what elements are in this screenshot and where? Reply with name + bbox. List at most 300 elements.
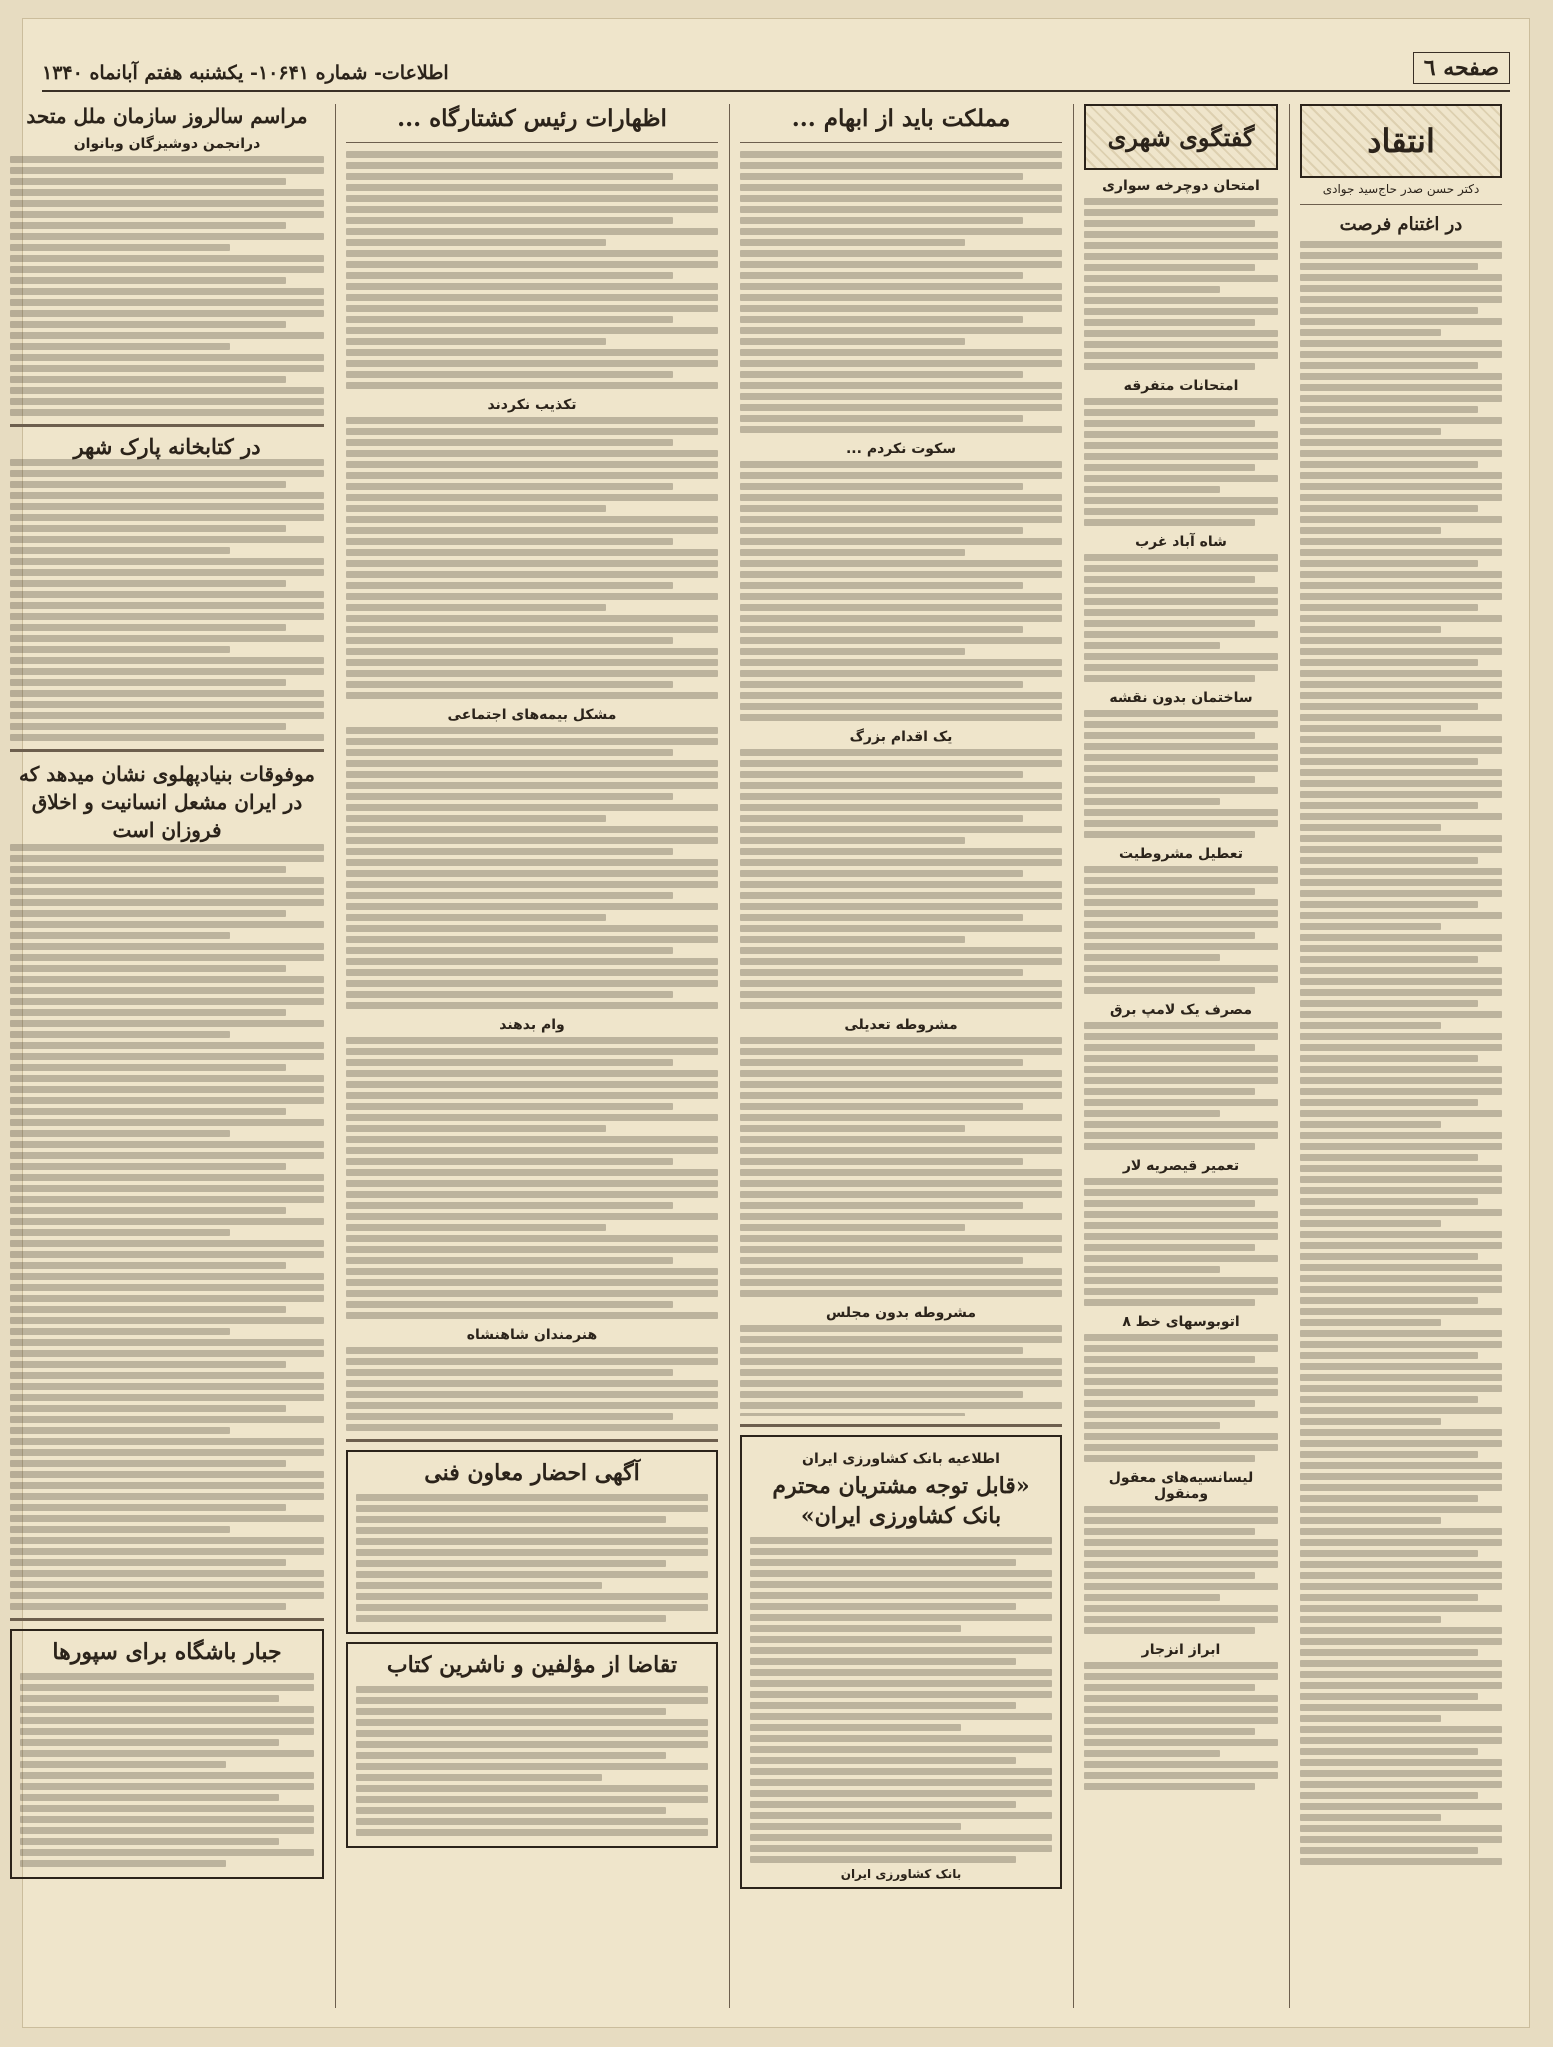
city-talk-text-line xyxy=(1084,242,1278,249)
editorial-text-line xyxy=(1300,1418,1441,1425)
city-talk-text-line xyxy=(1084,1334,1278,1341)
park-library-text-line xyxy=(10,602,324,609)
ad-authors-publishers-text-line xyxy=(356,1774,602,1781)
editorial-text-line xyxy=(1300,1242,1502,1249)
editorial-text-line xyxy=(1300,549,1502,556)
slaughterhouse-text-line xyxy=(346,1235,718,1242)
newspaper-page xyxy=(18,18,1530,2028)
editorial-text-line xyxy=(1300,417,1502,424)
politics-text-line xyxy=(740,804,1062,811)
slaughterhouse-text-line xyxy=(346,881,718,888)
slaughterhouse-text-line xyxy=(346,516,718,523)
un-ceremony-text-line xyxy=(10,244,230,251)
editorial-text-line xyxy=(1300,879,1502,886)
politics-text-line xyxy=(740,1279,1062,1286)
editorial-text-line xyxy=(1300,1165,1502,1172)
pahlavi-foundation-text-line xyxy=(10,1603,286,1610)
politics-subhead: مشروطه بدون مجلس xyxy=(825,1305,976,1321)
editorial-text-line xyxy=(1300,615,1502,622)
slaughterhouse-text-line xyxy=(346,826,718,833)
city-talk-text-line xyxy=(1084,1783,1255,1790)
park-library-text-line xyxy=(10,701,324,708)
pahlavi-foundation-text-line xyxy=(10,1174,324,1181)
city-talk-text-line xyxy=(1084,1444,1278,1451)
politics-text-line xyxy=(740,936,965,943)
slaughterhouse-text-line xyxy=(346,360,718,367)
politics-subhead: سکوت نکردم ... xyxy=(845,441,956,457)
slaughterhouse-text-line xyxy=(346,1092,718,1099)
city-talk-text-line xyxy=(1084,888,1255,895)
city-talk-text-line xyxy=(1084,1739,1278,1746)
ad-technical-deputy-title: آگهی احضار معاون فنی xyxy=(424,1460,640,1486)
politics-text-line xyxy=(740,1081,1062,1088)
ad-authors-publishers-text-line xyxy=(356,1829,708,1836)
editorial-headline: در اغتنام فرصت xyxy=(1339,214,1463,235)
editorial-text-line xyxy=(1300,901,1478,908)
politics-text-line xyxy=(740,848,1062,855)
editorial-text-line xyxy=(1300,703,1478,710)
ad-authors-publishers-text-line xyxy=(356,1807,666,1814)
politics-text-line xyxy=(740,371,1023,378)
bank-notice-text-line xyxy=(750,1592,1052,1599)
un-ceremony-text-line xyxy=(10,365,324,372)
slaughterhouse-text-line xyxy=(346,494,718,501)
city-talk-text-line xyxy=(1084,932,1255,939)
editorial-text-line xyxy=(1300,439,1502,446)
city-talk-text-line xyxy=(1084,1189,1278,1196)
city-talk-text-line xyxy=(1084,1367,1278,1374)
pahlavi-foundation-text-line xyxy=(10,855,324,862)
editorial-text-line xyxy=(1300,648,1502,655)
ad-authors-publishers-text-line xyxy=(356,1785,708,1792)
city-talk-section-title: تعمیر قیصریه لار xyxy=(1122,1158,1240,1174)
pahlavi-foundation-text-line xyxy=(10,1273,324,1280)
slaughterhouse-text-line xyxy=(346,1402,718,1409)
slaughterhouse-text-line xyxy=(346,991,673,998)
ad-technical-deputy-text-line xyxy=(356,1571,708,1578)
city-talk-text-line xyxy=(1084,820,1278,827)
city-talk-text-line xyxy=(1084,453,1278,460)
ad-sweepers-club-text-line xyxy=(20,1673,314,1680)
politics-text-line xyxy=(740,1402,1062,1409)
city-talk-section-title: لیسانسیه‌های معقول ومنقول xyxy=(1108,1470,1254,1502)
ad-technical-deputy-text-line xyxy=(356,1615,666,1622)
slaughterhouse-subhead: تکذیب نکردند xyxy=(487,397,577,413)
city-talk-text-line xyxy=(1084,275,1278,282)
bank-notice-text-line xyxy=(750,1801,1016,1808)
ad-technical-deputy-text-line xyxy=(356,1505,708,1512)
pahlavi-foundation-text-line xyxy=(10,976,324,983)
city-talk-text-line xyxy=(1084,1433,1278,1440)
slaughterhouse-text-line xyxy=(346,804,718,811)
politics-text-line xyxy=(740,162,1062,169)
ad-authors-publishers-text-line xyxy=(356,1730,708,1737)
city-talk-text-line xyxy=(1084,1673,1278,1680)
ad-sweepers-club xyxy=(10,1629,324,1879)
city-talk-text-line xyxy=(1084,620,1255,627)
editorial-text-line xyxy=(1300,263,1478,270)
slaughterhouse-text-line xyxy=(346,228,718,235)
slaughterhouse-text-line xyxy=(346,250,718,257)
editorial-text-line xyxy=(1300,923,1441,930)
pahlavi-foundation-text-line xyxy=(10,1262,286,1269)
editorial-text-line xyxy=(1300,1704,1502,1711)
bank-notice-text-line xyxy=(750,1614,1052,1621)
editorial-text-line xyxy=(1300,1330,1502,1337)
editorial-text-line xyxy=(1300,351,1502,358)
slaughterhouse-text-line xyxy=(346,1070,718,1077)
city-talk-text-line xyxy=(1084,1299,1255,1306)
editorial-text-line xyxy=(1300,1539,1502,1546)
city-talk-text-line xyxy=(1084,1506,1278,1513)
slaughterhouse-text-line xyxy=(346,1136,718,1143)
city-talk-text-line xyxy=(1084,1378,1278,1385)
un-ceremony-text-line xyxy=(10,277,286,284)
editorial-text-line xyxy=(1300,395,1502,402)
politics-text-line xyxy=(740,760,1062,767)
city-talk-text-line xyxy=(1084,765,1278,772)
city-talk-text-line xyxy=(1084,866,1278,873)
slaughterhouse-body xyxy=(346,151,718,1431)
politics-text-line xyxy=(740,1246,1062,1253)
editorial-text-line xyxy=(1300,1176,1502,1183)
editorial-text-line xyxy=(1300,593,1502,600)
politics-text-line xyxy=(740,316,1023,323)
editorial-text-line xyxy=(1300,692,1502,699)
editorial-text-line xyxy=(1300,1033,1502,1040)
slaughterhouse-text-line xyxy=(346,283,718,290)
editorial-text-line xyxy=(1300,1473,1502,1480)
slaughterhouse-text-line xyxy=(346,892,673,899)
column-editorial xyxy=(1292,104,1510,2008)
politics-text-line xyxy=(740,272,1023,279)
city-talk-text-line xyxy=(1084,209,1278,216)
city-talk-text-line xyxy=(1084,899,1278,906)
slaughterhouse-text-line xyxy=(346,1347,718,1354)
pahlavi-foundation-text-line xyxy=(10,1581,324,1588)
politics-text-line xyxy=(740,892,1062,899)
editorial-text-line xyxy=(1300,527,1441,534)
slaughterhouse-text-line xyxy=(346,371,673,378)
editorial-text-line xyxy=(1300,1121,1441,1128)
ad-technical-deputy-text-line xyxy=(356,1604,708,1611)
city-talk-text-line xyxy=(1084,664,1278,671)
politics-text-line xyxy=(740,393,1062,400)
bank-notice-text-line xyxy=(750,1856,1016,1863)
slaughterhouse-text-line xyxy=(346,527,718,534)
city-talk-section-title: اتوبوسهای خط ۸ xyxy=(1122,1314,1240,1330)
ad-sweepers-club-body xyxy=(20,1673,314,1867)
bank-notice-text-line xyxy=(750,1647,1052,1654)
ad-technical-deputy-text-line xyxy=(356,1516,666,1523)
city-talk-text-line xyxy=(1084,776,1255,783)
park-library-text-line xyxy=(10,525,286,532)
politics-text-line xyxy=(740,494,1062,501)
editorial-text-line xyxy=(1300,1077,1502,1084)
politics-text-line xyxy=(740,670,1062,677)
city-talk-body xyxy=(1084,178,1278,1790)
slaughterhouse-text-line xyxy=(346,604,606,611)
slaughterhouse-text-line xyxy=(346,316,673,323)
editorial-text-line xyxy=(1300,1781,1502,1788)
city-talk-text-line xyxy=(1084,1211,1278,1218)
editorial-text-line xyxy=(1300,1660,1502,1667)
politics-text-line xyxy=(740,1235,1062,1242)
city-talk-text-line xyxy=(1084,910,1278,917)
slaughterhouse-text-line xyxy=(346,1180,718,1187)
slaughterhouse-text-line xyxy=(346,1103,673,1110)
slaughterhouse-text-line xyxy=(346,294,718,301)
column-politics xyxy=(732,104,1070,2008)
editorial-text-line xyxy=(1300,989,1502,996)
politics-text-line xyxy=(740,1103,1023,1110)
editorial-text-line xyxy=(1300,1044,1502,1051)
editorial-text-line xyxy=(1300,1836,1502,1843)
park-library-text-line xyxy=(10,712,324,719)
city-talk-text-line xyxy=(1084,1561,1278,1568)
ad-authors-publishers-text-line xyxy=(356,1796,708,1803)
park-library-text-line xyxy=(10,481,286,488)
editorial-text-line xyxy=(1300,1583,1502,1590)
politics-text-line xyxy=(740,1325,1062,1332)
pahlavi-foundation-text-line xyxy=(10,1526,230,1533)
city-talk-text-line xyxy=(1084,631,1278,638)
pahlavi-foundation-text-line xyxy=(10,1251,324,1258)
editorial-text-line xyxy=(1300,340,1502,347)
slaughterhouse-text-line xyxy=(346,659,718,666)
pahlavi-foundation-text-line xyxy=(10,1152,324,1159)
editorial-text-line xyxy=(1300,1374,1502,1381)
politics-text-line xyxy=(740,516,1062,523)
politics-text-line xyxy=(740,239,965,246)
city-talk-text-line xyxy=(1084,1695,1278,1702)
editorial-text-line xyxy=(1300,1693,1478,1700)
ad-authors-publishers-body xyxy=(356,1686,708,1836)
slaughterhouse-text-line xyxy=(346,870,718,877)
bank-notice-text-line xyxy=(750,1691,1052,1698)
city-talk-text-line xyxy=(1084,598,1278,605)
politics-text-line xyxy=(740,1202,1023,1209)
pahlavi-foundation-text-line xyxy=(10,1460,286,1467)
politics-text-line xyxy=(740,571,1062,578)
editorial-text-line xyxy=(1300,1143,1502,1150)
editorial-text-line xyxy=(1300,1275,1502,1282)
slaughterhouse-text-line xyxy=(346,1413,673,1420)
city-talk-text-line xyxy=(1084,587,1278,594)
city-talk-text-line xyxy=(1084,1200,1255,1207)
politics-text-line xyxy=(740,815,1023,822)
politics-text-line xyxy=(740,1347,1023,1354)
pahlavi-foundation-text-line xyxy=(10,1185,324,1192)
politics-text-line xyxy=(740,782,1062,789)
city-talk-text-line xyxy=(1084,1066,1278,1073)
politics-subhead: یک اقدام بزرگ xyxy=(849,729,953,745)
editorial-text-line xyxy=(1300,1451,1478,1458)
city-talk-text-line xyxy=(1084,1400,1255,1407)
politics-text-line xyxy=(740,1413,965,1416)
editorial-text-line xyxy=(1300,791,1502,798)
pahlavi-foundation-text-line xyxy=(10,1009,286,1016)
slaughterhouse-text-line xyxy=(346,1312,718,1319)
editorial-text-line xyxy=(1300,538,1502,545)
page-header xyxy=(42,42,1510,92)
city-talk-section-title: ابراز انزجار xyxy=(1141,1642,1221,1658)
politics-text-line xyxy=(740,692,1062,699)
editorial-text-line xyxy=(1300,329,1441,336)
bank-notice-body xyxy=(750,1537,1052,1863)
bank-notice-text-line xyxy=(750,1537,1052,1544)
pahlavi-foundation-text-line xyxy=(10,877,324,884)
pahlavi-foundation-text-line xyxy=(10,1471,324,1478)
editorial-text-line xyxy=(1300,1154,1478,1161)
pahlavi-foundation-text-line xyxy=(10,844,324,851)
park-library-headline: در کتابخانه پارک شهر xyxy=(73,434,261,459)
editorial-text-line xyxy=(1300,1011,1502,1018)
politics-text-line xyxy=(740,947,1062,954)
city-talk-text-line xyxy=(1084,1728,1255,1735)
politics-text-line xyxy=(740,925,1062,932)
editorial-text-line xyxy=(1300,560,1478,567)
politics-text-line xyxy=(740,426,1062,433)
pahlavi-foundation-text-line xyxy=(10,1427,230,1434)
slaughterhouse-text-line xyxy=(346,450,718,457)
park-library-text-line xyxy=(10,657,324,664)
bank-notice-text-line xyxy=(750,1702,1016,1709)
editorial-text-line xyxy=(1300,1748,1478,1755)
editorial-body xyxy=(1300,241,1502,1865)
ad-sweepers-club-title: جبار باشگاه برای سپورها xyxy=(52,1639,282,1665)
slaughterhouse-text-line xyxy=(346,749,673,756)
politics-text-line xyxy=(740,1158,1023,1165)
city-talk-text-line xyxy=(1084,576,1255,583)
bank-notice-text-line xyxy=(750,1625,961,1632)
slaughterhouse-text-line xyxy=(346,571,718,578)
park-library-text-line xyxy=(10,470,324,477)
pahlavi-foundation-text-line xyxy=(10,1317,324,1324)
slaughterhouse-text-line xyxy=(346,382,718,389)
slaughterhouse-subhead: وام بدهند xyxy=(499,1017,565,1033)
ad-sweepers-club-text-line xyxy=(20,1761,226,1768)
un-ceremony-text-line xyxy=(10,398,324,405)
un-ceremony-subhead: درانجمن دوشیزگان وبانوان xyxy=(73,136,261,152)
ad-authors-publishers-text-line xyxy=(356,1763,708,1770)
city-talk-text-line xyxy=(1084,1706,1278,1713)
pahlavi-foundation-text-line xyxy=(10,1042,324,1049)
editorial-text-line xyxy=(1300,1308,1502,1315)
politics-text-line xyxy=(740,870,1023,877)
ad-sweepers-club-text-line xyxy=(20,1838,279,1845)
city-talk-text-line xyxy=(1084,1772,1278,1779)
un-ceremony-text-line xyxy=(10,200,324,207)
editorial-text-line xyxy=(1300,1605,1502,1612)
city-talk-text-line xyxy=(1084,1550,1278,1557)
city-talk-text-line xyxy=(1084,1411,1278,1418)
city-talk-text-line xyxy=(1084,231,1278,238)
bank-notice-text-line xyxy=(750,1834,1052,1841)
ad-technical-deputy-text-line xyxy=(356,1593,708,1600)
editorial-text-line xyxy=(1300,1671,1502,1678)
pahlavi-foundation-text-line xyxy=(10,1559,286,1566)
pahlavi-foundation-text-line xyxy=(10,1119,324,1126)
park-library-text-line xyxy=(10,679,286,686)
city-talk-text-line xyxy=(1084,308,1278,315)
bank-notice-text-line xyxy=(750,1713,1052,1720)
ad-authors-publishers-title: تقاضا از مؤلفین و ناشرین کتاب xyxy=(386,1652,678,1678)
bank-notice-text-line xyxy=(750,1812,1052,1819)
city-talk-text-line xyxy=(1084,352,1278,359)
slaughterhouse-text-line xyxy=(346,626,718,633)
pahlavi-foundation-text-line xyxy=(10,1141,324,1148)
politics-text-line xyxy=(740,305,1062,312)
pahlavi-foundation-text-line xyxy=(10,1493,324,1500)
editorial-text-line xyxy=(1300,868,1502,875)
editorial-text-line xyxy=(1300,285,1502,292)
pahlavi-foundation-headline: موفوقات بنیادپهلوی نشان میدهد که در ایران مشعل انسانیت و اخلاق فروزان است xyxy=(18,762,316,842)
politics-text-line xyxy=(740,1147,1062,1154)
slaughterhouse-text-line xyxy=(346,1125,606,1132)
editorial-text-line xyxy=(1300,1715,1441,1722)
pahlavi-foundation-text-line xyxy=(10,1504,286,1511)
ad-sweepers-club-text-line xyxy=(20,1706,314,1713)
bank-notice-text-line xyxy=(750,1603,1016,1610)
city-talk-text-line xyxy=(1084,330,1278,337)
city-talk-text-line xyxy=(1084,297,1278,304)
ad-authors-publishers xyxy=(346,1642,718,1848)
pahlavi-foundation-text-line xyxy=(10,965,286,972)
editorial-text-line xyxy=(1300,604,1478,611)
editorial-text-line xyxy=(1300,1198,1478,1205)
politics-text-line xyxy=(740,1369,1062,1376)
editorial-text-line xyxy=(1300,670,1502,677)
city-talk-text-line xyxy=(1084,1077,1278,1084)
ad-sweepers-club-text-line xyxy=(20,1717,314,1724)
pahlavi-foundation-text-line xyxy=(10,1130,230,1137)
un-ceremony-text-line xyxy=(10,255,324,262)
slaughterhouse-text-line xyxy=(346,538,673,545)
slaughterhouse-text-line xyxy=(346,1268,718,1275)
city-talk-text-line xyxy=(1084,1717,1278,1724)
politics-text-line xyxy=(740,560,1062,567)
pahlavi-foundation-text-line xyxy=(10,1416,324,1423)
editorial-text-line xyxy=(1300,769,1502,776)
pahlavi-foundation-text-line xyxy=(10,932,230,939)
un-ceremony-text-line xyxy=(10,167,324,174)
un-ceremony-text-line xyxy=(10,222,286,229)
editorial-text-line xyxy=(1300,1561,1502,1568)
column-logo-enteghad: انتقاد xyxy=(1300,104,1502,178)
city-talk-text-line xyxy=(1084,1022,1278,1029)
politics-text-line xyxy=(740,527,1023,534)
editorial-text-line xyxy=(1300,802,1478,809)
pahlavi-foundation-text-line xyxy=(10,1361,286,1368)
slaughterhouse-text-line xyxy=(346,760,718,767)
city-talk-text-line xyxy=(1084,921,1278,928)
pahlavi-foundation-text-line xyxy=(10,1240,324,1247)
pahlavi-foundation-text-line xyxy=(10,1064,286,1071)
politics-text-line xyxy=(740,969,1023,976)
ad-authors-publishers-text-line xyxy=(356,1741,708,1748)
slaughterhouse-text-line xyxy=(346,560,718,567)
pahlavi-foundation-text-line xyxy=(10,1482,324,1489)
politics-text-line xyxy=(740,1358,1062,1365)
city-talk-text-line xyxy=(1084,1684,1255,1691)
pahlavi-foundation-text-line xyxy=(10,1548,324,1555)
pahlavi-foundation-text-line xyxy=(10,1394,324,1401)
city-talk-text-line xyxy=(1084,1233,1278,1240)
slaughterhouse-text-line xyxy=(346,670,718,677)
park-library-text-line xyxy=(10,723,286,730)
editorial-text-line xyxy=(1300,1000,1478,1007)
